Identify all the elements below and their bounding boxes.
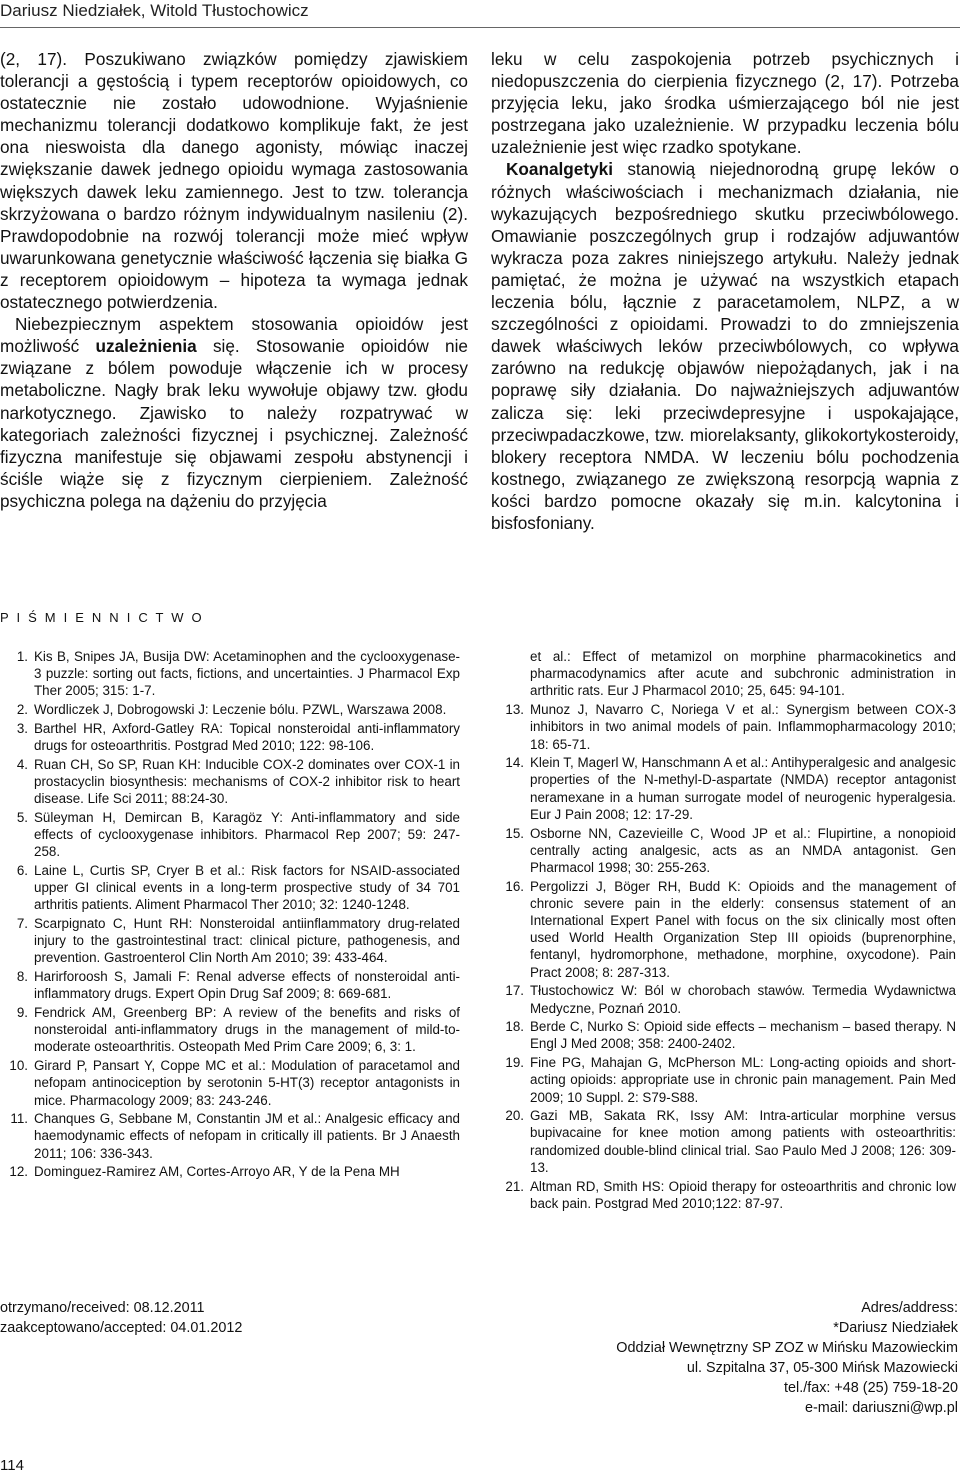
reference-text: Dominguez-Ramirez AM, Cortes-Arroyo AR, Y de la Pena MH [34, 1164, 400, 1180]
reference-item [496, 878, 956, 981]
reference-item [0, 720, 460, 754]
paragraph-text: stanowią niejednorodną grupę leków o różnych właściwościach i mechanizmach działania, nie wykazujących bezpośredniego skutku przeciwbólowego. Omawianie poszczególnych grup i rodzajów adjuwantów wykracza poza zakres niniejszego artykułu. Należy jednak pamiętać, że można je używać na wszystkich etapach leczenia bólu, łącznie z paracetamolem, NLPZ, a w szczególności z opioidami. Prowadzi to do zmniejszenia dawek właściwych leków przeciwbólowych, co wpływa zarówno na redukcję objawów niepożądanych, jak i na poprawę siły działania. Do najważniejszych adjuwantów zalicza się: leki przeciwdepresyjne i uspokajające, przeciwpadaczkowe, tzw. miorelaksanty, glikokortykosteroidy, blokery receptora NMDA. W leczeniu bólu pochodzenia kostnego, związanego ze zwiększoną resorpcją wapnia z kości bardzo pomocne okazały się m.in. kalcytonina i bisfosfoniany. [491, 159, 959, 533]
reference-list-left [0, 648, 460, 1182]
emphasized-term: uzależnienia [95, 336, 197, 357]
reference-item [0, 862, 460, 914]
reference-item [0, 1110, 460, 1162]
reference-number: 19. [505, 1055, 524, 1071]
reference-item [0, 1057, 460, 1109]
reference-text: Barthel HR, Axford-Gatley RA: Topical nonsteroidal anti-inflammatory drugs for osteoarthritis. Postgrad Med 2010; 122: 98-106. [34, 720, 460, 754]
reference-text: Berde C, Nurko S: Opioid side effects – mechanism – based therapy. N Engl J Med 2008; 358: 2400-2402. [530, 1019, 956, 1052]
reference-text: Chanques G, Sebbane M, Constantin JM et al.: Analgesic efficacy and haemodynamic effects of nefopam in critically ill patients. Br J Anaesth 2011; 106: 336-343. [34, 1111, 460, 1161]
reference-number: 17. [505, 983, 524, 999]
reference-text: Scarpignato C, Hunt RH: Nonsteroidal antiinflammatory drug-related injury to the gastrointestinal tract: clinical picture, pathogenesis, and prevention. Gastroenterol Clin North Am 2010; 39: 433-464. [34, 916, 460, 966]
reference-number: 4. [16, 756, 28, 772]
page-number: 114 [0, 1457, 24, 1474]
reference-item [496, 1178, 956, 1212]
reference-text: Altman RD, Smith HS: Opioid therapy for osteoarthritis and chronic low back pain. Postgrad Med 2010;122: 87-97. [530, 1178, 956, 1211]
reference-number: 6. [16, 862, 28, 878]
running-header-authors: Dariusz Niedziałek, Witold Tłustochowicz [0, 1, 309, 20]
reference-item [0, 648, 460, 700]
reference-text: Girard P, Pansart Y, Coppe MC et al.: Modulation of paracetamol and nefopam antinociception by serotonin 5-HT(3) receptor antagonists in mice. Pharmacology 2009; 83: 243-246. [34, 1058, 460, 1108]
body-paragraph [491, 158, 959, 534]
reference-text: Tłustochowicz W: Ból w chorobach stawów. Termedia Wydawnictwa Medyczne, Poznań 2010. [530, 983, 956, 1016]
reference-number: 12. [9, 1164, 28, 1180]
reference-item [0, 1004, 460, 1056]
reference-item [496, 701, 956, 753]
reference-number: 15. [505, 825, 524, 841]
reference-item [0, 809, 460, 861]
reference-text: Klein T, Magerl W, Hanschmann A et al.: Antihyperalgesic and analgesic properties of the N-methyl-D-aspartate (NMDA) receptor antagonist neramexane in a human surrogate model of neurogenic hyperalgesia. Eur J Pain 2008; 12: 17-29. [530, 755, 956, 822]
reference-item [496, 1018, 956, 1052]
reference-list-right [496, 648, 956, 1214]
reference-text: Fine PG, Mahajan G, McPherson ML: Long-acting opioids and short-acting opioids: appropriate use in chronic pain management. Pain Med 2009; 10 Suppl. 2: S79-S88. [530, 1055, 956, 1105]
reference-item [0, 701, 460, 718]
reference-text: et al.: Effect of metamizol on morphine pharmacokinetics and pharmacodynamics after acute and subchronic administration in arthritic rats. Eur J Pharmacol 2010; 25, 645: 94-101. [530, 649, 956, 699]
reference-text: Osborne NN, Cazevieille C, Wood JP et al.: Flupirtine, a nonopioid centrally acting analgesic, acts as an NMDA antagonist. Gen Pharmacol 1998; 30: 255-263. [530, 825, 956, 875]
reference-text: Kis B, Snipes JA, Busija DW: Acetaminophen and the cyclooxygenase-3 puzzle: sorting out facts, fictions, and uncertainties. J Pharmacol Exp Ther 2005; 315: 1-7. [34, 649, 460, 699]
body-column-left [0, 48, 468, 512]
reference-item [496, 1107, 956, 1176]
reference-text: Laine L, Curtis SP, Cryer B et al.: Risk factors for NSAID-associated upper GI clinical events in a long-term prospective study of 34 701 arthritis patients. Aliment Pharmacol Ther 2010; 32: 1240-1248. [34, 862, 460, 913]
reference-number: 18. [505, 1019, 524, 1035]
reference-number: 16. [505, 878, 524, 894]
paragraph-text: leku w celu zaspokojenia potrzeb psychicznych i niedopuszczenia do cierpienia fizycznego (2, 17). Potrzeba przyjęcia leku, jako środka uśmierzającego ból nie jest postrzegana jako uzależnienie. W przypadku leczenia bólu uzależnienie jest więc rzadko spotykane. [491, 49, 959, 158]
reference-text: Harirforoosh S, Jamali F: Renal adverse effects of nonsteroidal anti-inflammatory drugs. Expert Opin Drug Saf 2009; 8: 669-681. [34, 969, 460, 1002]
reference-number: 20. [505, 1108, 524, 1124]
address-phone: tel./fax: +48 (25) 759-18-20 [784, 1380, 958, 1396]
reference-number: 2. [16, 702, 28, 718]
reference-number: 8. [16, 969, 28, 985]
reference-item [496, 1054, 956, 1106]
address-institution: Oddział Wewnętrzny SP ZOZ w Mińsku Mazowieckim [616, 1340, 958, 1356]
body-column-right [491, 48, 959, 534]
reference-text: Gazi MB, Sakata RK, Issy AM: Intra-articular morphine versus bupivacaine for knee motion among patients with osteoarthritis: randomized double-blind clinical trial. Sao Paulo Med J 2008; 126: 309-13. [530, 1108, 956, 1175]
reference-text: Süleyman H, Demircan B, Karagöz Y: Anti-inflammatory and side effects of cyclooxygenase inhibitors. Pharmacol Rep 2007; 59: 247-258. [34, 809, 460, 860]
reference-item [0, 1163, 460, 1180]
reference-number: 1. [16, 649, 28, 664]
address-name: *Dariusz Niedziałek [833, 1320, 958, 1336]
bibliography-heading: P I Ś M I E N N I C T W O [0, 610, 204, 625]
reference-number: 13. [505, 702, 524, 718]
reference-number: 9. [16, 1005, 28, 1021]
reference-item [0, 968, 460, 1002]
reference-number: 7. [16, 916, 28, 932]
reference-text: Munoz J, Navarro C, Noriega V et al.: Synergism between COX-3 inhibitors in two animal models of pain. Inflammopharmacology 2010; 18: 65-71. [530, 702, 956, 752]
reference-item [0, 915, 460, 967]
reference-item [0, 756, 460, 808]
reference-number: 10. [9, 1058, 28, 1074]
paragraph-text: Niebezpiecznym aspektem stosowania opioidów jest możliwość [0, 314, 468, 357]
accepted-date: zaakceptowano/accepted: 04.01.2012 [0, 1320, 243, 1336]
reference-item-continuation [496, 648, 956, 700]
reference-number: 11. [10, 1111, 28, 1127]
header-divider [0, 27, 960, 28]
body-paragraph [0, 313, 468, 512]
reference-text: Pergolizzi J, Böger RH, Budd K: Opioids and the management of chronic severe pain in the elderly: consensus statement of an International Expert Panel with focus on the six clinically most often used World Health Organization Step III opioids (buprenorphine, fentanyl, hydromorphone, methadone, morphine, oxycodone). Pain Pract 2008; 8: 287-313. [530, 878, 956, 980]
received-date: otrzymano/received: 08.12.2011 [0, 1300, 205, 1316]
reference-item [496, 754, 956, 823]
address-label: Adres/address: [861, 1300, 958, 1316]
paragraph-text: się. Stosowanie opioidów nie związane z bólem powoduje włączenie ich w procesy metaboliczne. Nagły brak leku wywołuje objawy tzw. głodu narkotycznego. Zjawisko to należy rozpatrywać w kategoriach zależności fizycznej i psychicznej. Zależność fizyczna manifestuje się objawami zespołu abstynencji i ściśle wiąże się z fizycznym cierpieniem. Zależność psychiczna polega na dążeniu do przyjęcia [0, 336, 468, 511]
body-paragraph [491, 48, 959, 158]
reference-number: 5. [16, 809, 28, 825]
reference-number: 14. [505, 755, 524, 771]
body-paragraph [0, 48, 468, 313]
reference-item [496, 825, 956, 877]
reference-item [496, 982, 956, 1016]
reference-number: 3. [16, 720, 28, 736]
reference-text: Ruan CH, So SP, Ruan KH: Inducible COX-2 dominates over COX-1 in prostacyclin biosynthesis: mechanisms of COX-2 inhibitor risk to heart disease. Life Sci 2011; 88:24-30. [34, 756, 460, 807]
address-street: ul. Szpitalna 37, 05-300 Mińsk Mazowiecki [686, 1360, 958, 1376]
reference-text: Wordliczek J, Dobrogowski J: Leczenie bólu. PZWL, Warszawa 2008. [34, 702, 447, 718]
received-dates [0, 1298, 242, 1338]
reference-number: 21. [505, 1178, 524, 1194]
paragraph-text: (2, 17). Poszukiwano związków pomiędzy zjawiskiem tolerancji a gęstością i typem receptorów opioidowych, co ostatecznie nie zostało udowodnione. Wyjaśnienie mechanizmu tolerancji dodatkowo komplikuje fakt, że jest ona nieswoista dla danego agonisty, mówiąc inaczej zwiększanie dawek jednego opioidu wymaga zastosowania większych dawek leku zamiennego. Jest to tzw. tolerancja skrzyżowana o bardzo różnym indywidualnym nasileniu (2). Prawdopodobnie na rozwój tolerancji może mieć wpływ uwarunkowana genetycznie właściwość łączenia się białka G z receptorem opioidowym – hipoteza ta wymaga jednak ostatecznego potwierdzenia. [0, 49, 468, 313]
address-email: e-mail: dariuszni@wp.pl [805, 1400, 958, 1416]
emphasized-term: Koanalgetyki [506, 159, 613, 180]
correspondence-address [616, 1298, 958, 1418]
reference-text: Fendrick AM, Greenberg BP: A review of the benefits and risks of nonsteroidal anti-inflammatory drugs in the management of mild-to-moderate osteoarthritis. Osteopath Med Prim Care 2009; 6, 3: 1. [34, 1005, 460, 1055]
